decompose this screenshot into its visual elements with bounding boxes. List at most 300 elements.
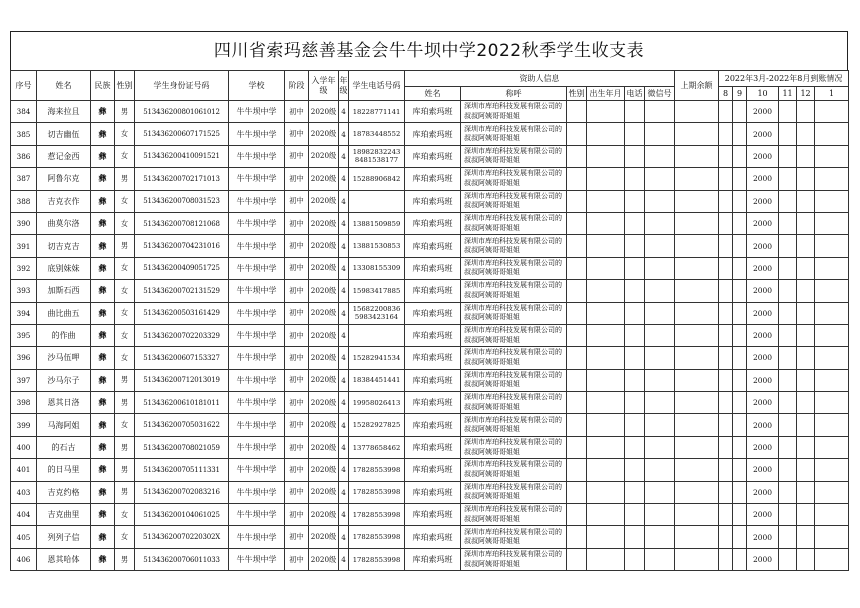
- cell-donor-phone: [625, 324, 645, 346]
- cell-month-1: [815, 504, 849, 526]
- cell-phone: 18384451441: [349, 369, 405, 391]
- header-donor-name: 姓名: [405, 87, 461, 101]
- cell-month-8: [719, 123, 733, 145]
- cell-name: 吉克曲里: [37, 504, 91, 526]
- cell-seq: 388: [11, 190, 37, 212]
- header-month: 11: [779, 87, 797, 101]
- header-donor-wechat: 微信号: [645, 87, 675, 101]
- cell-phone: 18982832243 8481538177: [349, 145, 405, 167]
- cell-donor-title: 深圳市库珀科技发展有限公司的叔叔阿姨哥哥姐姐: [461, 302, 567, 324]
- cell-school: 牛牛坝中学: [229, 190, 285, 212]
- cell-id: 513436200708121068: [135, 212, 229, 234]
- cell-donor-title: 深圳市库珀科技发展有限公司的叔叔阿姨哥哥姐姐: [461, 459, 567, 481]
- cell-name: 的日马里: [37, 459, 91, 481]
- cell-donor-gender: [567, 302, 587, 324]
- cell-donor-gender: [567, 504, 587, 526]
- cell-ethnic: 彝: [91, 459, 115, 481]
- table-row: [11, 548, 849, 570]
- cell-school: 牛牛坝中学: [229, 123, 285, 145]
- cell-school: 牛牛坝中学: [229, 145, 285, 167]
- cell-name: 列列子信: [37, 526, 91, 548]
- table-row: [11, 302, 849, 324]
- cell-donor-gender: [567, 548, 587, 570]
- table-row: [11, 190, 849, 212]
- cell-donor-phone: [625, 414, 645, 436]
- cell-donor-gender: [567, 257, 587, 279]
- cell-name: 底别妹妹: [37, 257, 91, 279]
- table-row: [11, 392, 849, 414]
- cell-seq: 393: [11, 280, 37, 302]
- cell-stage: 初中: [285, 101, 309, 123]
- cell-seq: 384: [11, 101, 37, 123]
- cell-donor-wechat: [645, 212, 675, 234]
- cell-grade: 4: [339, 414, 349, 436]
- cell-school: 牛牛坝中学: [229, 504, 285, 526]
- cell-donor-wechat: [645, 123, 675, 145]
- cell-stage: 初中: [285, 459, 309, 481]
- cell-donor-title: 深圳市库珀科技发展有限公司的叔叔阿姨哥哥姐姐: [461, 324, 567, 346]
- cell-donor-birth: [587, 436, 625, 458]
- cell-last-balance: [675, 504, 719, 526]
- cell-gender: 女: [115, 145, 135, 167]
- cell-month-8: [719, 324, 733, 346]
- cell-donor-title: 深圳市库珀科技发展有限公司的叔叔阿姨哥哥姐姐: [461, 548, 567, 570]
- cell-month-1: [815, 324, 849, 346]
- cell-month-1: [815, 257, 849, 279]
- header-gender: 性别: [115, 71, 135, 101]
- cell-month-11: [779, 548, 797, 570]
- cell-donor-wechat: [645, 302, 675, 324]
- cell-year: 2020级: [309, 212, 339, 234]
- cell-month-11: [779, 392, 797, 414]
- cell-donor-phone: [625, 123, 645, 145]
- cell-month-12: [797, 168, 815, 190]
- cell-month-11: [779, 168, 797, 190]
- cell-month-11: [779, 145, 797, 167]
- cell-month-9: [733, 347, 747, 369]
- header-month: 8: [719, 87, 733, 101]
- cell-grade: 4: [339, 324, 349, 346]
- cell-donor-wechat: [645, 369, 675, 391]
- cell-id: 513436200708031523: [135, 190, 229, 212]
- cell-last-balance: [675, 481, 719, 503]
- cell-donor-phone: [625, 504, 645, 526]
- cell-ethnic: 彝: [91, 190, 115, 212]
- cell-month-1: [815, 414, 849, 436]
- cell-school: 牛牛坝中学: [229, 235, 285, 257]
- cell-id: 513436200104061025: [135, 504, 229, 526]
- table-row: [11, 235, 849, 257]
- cell-gender: 女: [115, 526, 135, 548]
- cell-month-10: 2000: [747, 123, 779, 145]
- cell-donor-phone: [625, 369, 645, 391]
- cell-month-12: [797, 280, 815, 302]
- document-sheet: [10, 31, 848, 571]
- cell-grade: 4: [339, 526, 349, 548]
- cell-gender: 女: [115, 347, 135, 369]
- cell-month-11: [779, 302, 797, 324]
- cell-month-10: 2000: [747, 504, 779, 526]
- cell-seq: 392: [11, 257, 37, 279]
- cell-name: 曲莫尔洛: [37, 212, 91, 234]
- cell-school: 牛牛坝中学: [229, 257, 285, 279]
- table-row: [11, 369, 849, 391]
- cell-id: 513436200410091521: [135, 145, 229, 167]
- cell-month-8: [719, 235, 733, 257]
- cell-year: 2020级: [309, 459, 339, 481]
- cell-month-8: [719, 481, 733, 503]
- cell-month-12: [797, 504, 815, 526]
- cell-month-11: [779, 347, 797, 369]
- cell-name: 恩其哈体: [37, 548, 91, 570]
- cell-gender: 男: [115, 168, 135, 190]
- cell-donor-gender: [567, 235, 587, 257]
- cell-donor-title: 深圳市库珀科技发展有限公司的叔叔阿姨哥哥姐姐: [461, 392, 567, 414]
- header-period: 2022年3月-2022年8月到账情况: [719, 71, 849, 87]
- cell-month-10: 2000: [747, 302, 779, 324]
- cell-school: 牛牛坝中学: [229, 324, 285, 346]
- cell-donor-wechat: [645, 526, 675, 548]
- cell-month-9: [733, 324, 747, 346]
- cell-id: 513436200409051725: [135, 257, 229, 279]
- cell-month-10: 2000: [747, 145, 779, 167]
- cell-month-10: 2000: [747, 280, 779, 302]
- cell-donor-gender: [567, 526, 587, 548]
- cell-donor-wechat: [645, 235, 675, 257]
- cell-month-10: 2000: [747, 548, 779, 570]
- cell-donor-phone: [625, 190, 645, 212]
- cell-school: 牛牛坝中学: [229, 302, 285, 324]
- cell-stage: 初中: [285, 548, 309, 570]
- cell-id: 513436200705031622: [135, 414, 229, 436]
- cell-grade: 4: [339, 257, 349, 279]
- cell-month-10: 2000: [747, 459, 779, 481]
- cell-donor-title: 深圳市库珀科技发展有限公司的叔叔阿姨哥哥姐姐: [461, 212, 567, 234]
- header-donor-gender: 性别: [567, 87, 587, 101]
- cell-month-12: [797, 481, 815, 503]
- cell-month-1: [815, 280, 849, 302]
- cell-id: 513436200503161429: [135, 302, 229, 324]
- cell-donor-name: 库珀索玛班: [405, 168, 461, 190]
- cell-last-balance: [675, 324, 719, 346]
- cell-donor-wechat: [645, 481, 675, 503]
- cell-donor-phone: [625, 302, 645, 324]
- cell-donor-gender: [567, 212, 587, 234]
- header-month: 9: [733, 87, 747, 101]
- cell-donor-birth: [587, 347, 625, 369]
- table-row: [11, 526, 849, 548]
- cell-month-12: [797, 324, 815, 346]
- cell-donor-birth: [587, 324, 625, 346]
- cell-id: 513436200702083216: [135, 481, 229, 503]
- cell-donor-name: 库珀索玛班: [405, 280, 461, 302]
- cell-grade: 4: [339, 302, 349, 324]
- cell-phone: 13308155309: [349, 257, 405, 279]
- header-month: 12: [797, 87, 815, 101]
- cell-stage: 初中: [285, 347, 309, 369]
- cell-month-9: [733, 235, 747, 257]
- cell-name: 的作曲: [37, 324, 91, 346]
- cell-id: 513436200704231016: [135, 235, 229, 257]
- cell-year: 2020级: [309, 257, 339, 279]
- cell-name: 曲比曲五: [37, 302, 91, 324]
- cell-month-10: 2000: [747, 347, 779, 369]
- cell-month-11: [779, 190, 797, 212]
- cell-last-balance: [675, 168, 719, 190]
- cell-name: 海来拉且: [37, 101, 91, 123]
- cell-month-11: [779, 436, 797, 458]
- cell-donor-name: 库珀索玛班: [405, 414, 461, 436]
- cell-seq: 396: [11, 347, 37, 369]
- cell-phone: 18783448552: [349, 123, 405, 145]
- cell-month-10: 2000: [747, 190, 779, 212]
- cell-school: 牛牛坝中学: [229, 414, 285, 436]
- cell-month-9: [733, 302, 747, 324]
- cell-name: 切吉克吉: [37, 235, 91, 257]
- cell-ethnic: 彝: [91, 548, 115, 570]
- cell-gender: 女: [115, 414, 135, 436]
- cell-donor-title: 深圳市库珀科技发展有限公司的叔叔阿姨哥哥姐姐: [461, 436, 567, 458]
- cell-ethnic: 彝: [91, 101, 115, 123]
- cell-seq: 404: [11, 504, 37, 526]
- cell-name: 惹记金西: [37, 145, 91, 167]
- cell-seq: 385: [11, 123, 37, 145]
- cell-donor-birth: [587, 392, 625, 414]
- cell-donor-gender: [567, 168, 587, 190]
- cell-gender: 男: [115, 369, 135, 391]
- cell-grade: 4: [339, 392, 349, 414]
- cell-month-10: 2000: [747, 392, 779, 414]
- cell-grade: 4: [339, 481, 349, 503]
- cell-last-balance: [675, 257, 719, 279]
- cell-phone: 15682200836 5983423164: [349, 302, 405, 324]
- cell-month-10: 2000: [747, 481, 779, 503]
- cell-last-balance: [675, 212, 719, 234]
- cell-ethnic: 彝: [91, 481, 115, 503]
- cell-month-8: [719, 145, 733, 167]
- cell-ethnic: 彝: [91, 504, 115, 526]
- header-name: 姓名: [37, 71, 91, 101]
- cell-donor-name: 库珀索玛班: [405, 101, 461, 123]
- cell-ethnic: 彝: [91, 280, 115, 302]
- cell-id: 513436200708021059: [135, 436, 229, 458]
- cell-month-9: [733, 548, 747, 570]
- cell-month-9: [733, 123, 747, 145]
- cell-id: 51343620070220302X: [135, 526, 229, 548]
- cell-month-11: [779, 212, 797, 234]
- cell-donor-gender: [567, 324, 587, 346]
- cell-month-12: [797, 459, 815, 481]
- cell-donor-gender: [567, 101, 587, 123]
- cell-month-12: [797, 369, 815, 391]
- cell-stage: 初中: [285, 436, 309, 458]
- cell-id: 513436200610181011: [135, 392, 229, 414]
- cell-ethnic: 彝: [91, 347, 115, 369]
- cell-month-11: [779, 101, 797, 123]
- cell-month-8: [719, 190, 733, 212]
- cell-donor-wechat: [645, 190, 675, 212]
- cell-last-balance: [675, 145, 719, 167]
- cell-school: 牛牛坝中学: [229, 212, 285, 234]
- header-month: 1: [815, 87, 849, 101]
- cell-ethnic: 彝: [91, 123, 115, 145]
- cell-grade: 4: [339, 369, 349, 391]
- cell-donor-name: 库珀索玛班: [405, 190, 461, 212]
- cell-donor-gender: [567, 123, 587, 145]
- cell-last-balance: [675, 347, 719, 369]
- cell-phone: 13778658462: [349, 436, 405, 458]
- cell-grade: 4: [339, 123, 349, 145]
- cell-month-11: [779, 257, 797, 279]
- cell-month-12: [797, 212, 815, 234]
- cell-month-9: [733, 257, 747, 279]
- cell-phone: 17828553998: [349, 504, 405, 526]
- cell-donor-title: 深圳市库珀科技发展有限公司的叔叔阿姨哥哥姐姐: [461, 123, 567, 145]
- cell-phone: 15282941534: [349, 347, 405, 369]
- cell-month-9: [733, 190, 747, 212]
- cell-month-1: [815, 302, 849, 324]
- cell-month-9: [733, 526, 747, 548]
- cell-month-1: [815, 459, 849, 481]
- header-month: 10: [747, 87, 779, 101]
- cell-month-10: 2000: [747, 526, 779, 548]
- cell-id: 513436200706011033: [135, 548, 229, 570]
- cell-stage: 初中: [285, 212, 309, 234]
- cell-donor-birth: [587, 257, 625, 279]
- header-grade: 年级: [339, 71, 349, 101]
- cell-year: 2020级: [309, 145, 339, 167]
- cell-ethnic: 彝: [91, 212, 115, 234]
- cell-gender: 女: [115, 280, 135, 302]
- cell-month-9: [733, 369, 747, 391]
- cell-month-9: [733, 436, 747, 458]
- table-row: [11, 414, 849, 436]
- cell-month-11: [779, 235, 797, 257]
- cell-last-balance: [675, 414, 719, 436]
- cell-month-11: [779, 459, 797, 481]
- cell-month-11: [779, 324, 797, 346]
- cell-gender: 女: [115, 123, 135, 145]
- table-row: [11, 168, 849, 190]
- cell-month-11: [779, 280, 797, 302]
- header-donor-title: 称呼: [461, 87, 567, 101]
- student-table: [10, 70, 849, 571]
- cell-seq: 390: [11, 212, 37, 234]
- cell-month-1: [815, 235, 849, 257]
- cell-donor-name: 库珀索玛班: [405, 123, 461, 145]
- cell-donor-gender: [567, 414, 587, 436]
- cell-id: 513436200702203329: [135, 324, 229, 346]
- cell-month-8: [719, 280, 733, 302]
- cell-donor-phone: [625, 526, 645, 548]
- cell-month-10: 2000: [747, 257, 779, 279]
- cell-ethnic: 彝: [91, 168, 115, 190]
- cell-gender: 男: [115, 436, 135, 458]
- cell-ethnic: 彝: [91, 436, 115, 458]
- cell-donor-wechat: [645, 504, 675, 526]
- cell-grade: 4: [339, 145, 349, 167]
- cell-month-1: [815, 347, 849, 369]
- cell-gender: 女: [115, 302, 135, 324]
- cell-phone: 13881530853: [349, 235, 405, 257]
- cell-seq: 386: [11, 145, 37, 167]
- cell-last-balance: [675, 436, 719, 458]
- cell-month-9: [733, 280, 747, 302]
- cell-donor-title: 深圳市库珀科技发展有限公司的叔叔阿姨哥哥姐姐: [461, 526, 567, 548]
- cell-donor-name: 库珀索玛班: [405, 369, 461, 391]
- cell-month-12: [797, 123, 815, 145]
- cell-ethnic: 彝: [91, 302, 115, 324]
- cell-month-8: [719, 168, 733, 190]
- cell-year: 2020级: [309, 436, 339, 458]
- cell-id: 513436200705111331: [135, 459, 229, 481]
- cell-donor-birth: [587, 101, 625, 123]
- cell-donor-phone: [625, 459, 645, 481]
- cell-grade: 4: [339, 101, 349, 123]
- cell-stage: 初中: [285, 190, 309, 212]
- cell-month-9: [733, 101, 747, 123]
- table-body: [11, 101, 849, 571]
- cell-last-balance: [675, 302, 719, 324]
- cell-month-8: [719, 459, 733, 481]
- cell-month-1: [815, 481, 849, 503]
- cell-gender: 男: [115, 548, 135, 570]
- cell-donor-birth: [587, 190, 625, 212]
- cell-phone: 15282927825: [349, 414, 405, 436]
- cell-month-1: [815, 369, 849, 391]
- cell-last-balance: [675, 235, 719, 257]
- cell-month-8: [719, 257, 733, 279]
- cell-donor-wechat: [645, 168, 675, 190]
- cell-month-10: 2000: [747, 414, 779, 436]
- cell-month-12: [797, 548, 815, 570]
- header-donor-group: 资助人信息: [405, 71, 675, 87]
- cell-month-1: [815, 101, 849, 123]
- cell-grade: 4: [339, 280, 349, 302]
- cell-stage: 初中: [285, 481, 309, 503]
- cell-year: 2020级: [309, 123, 339, 145]
- header-phone: 学生电话号码: [349, 71, 405, 101]
- cell-donor-wechat: [645, 347, 675, 369]
- cell-last-balance: [675, 280, 719, 302]
- cell-donor-phone: [625, 392, 645, 414]
- cell-donor-name: 库珀索玛班: [405, 324, 461, 346]
- cell-year: 2020级: [309, 414, 339, 436]
- cell-year: 2020级: [309, 168, 339, 190]
- cell-donor-name: 库珀索玛班: [405, 302, 461, 324]
- cell-seq: 391: [11, 235, 37, 257]
- cell-last-balance: [675, 369, 719, 391]
- cell-donor-title: 深圳市库珀科技发展有限公司的叔叔阿姨哥哥姐姐: [461, 347, 567, 369]
- cell-donor-gender: [567, 369, 587, 391]
- cell-donor-gender: [567, 392, 587, 414]
- cell-donor-name: 库珀索玛班: [405, 481, 461, 503]
- cell-donor-birth: [587, 414, 625, 436]
- cell-year: 2020级: [309, 392, 339, 414]
- cell-stage: 初中: [285, 414, 309, 436]
- cell-grade: 4: [339, 548, 349, 570]
- cell-last-balance: [675, 459, 719, 481]
- cell-donor-gender: [567, 190, 587, 212]
- cell-year: 2020级: [309, 526, 339, 548]
- cell-year: 2020级: [309, 369, 339, 391]
- cell-school: 牛牛坝中学: [229, 280, 285, 302]
- cell-month-1: [815, 168, 849, 190]
- cell-donor-name: 库珀索玛班: [405, 504, 461, 526]
- cell-seq: 395: [11, 324, 37, 346]
- cell-month-12: [797, 526, 815, 548]
- header-donor-phone: 电话: [625, 87, 645, 101]
